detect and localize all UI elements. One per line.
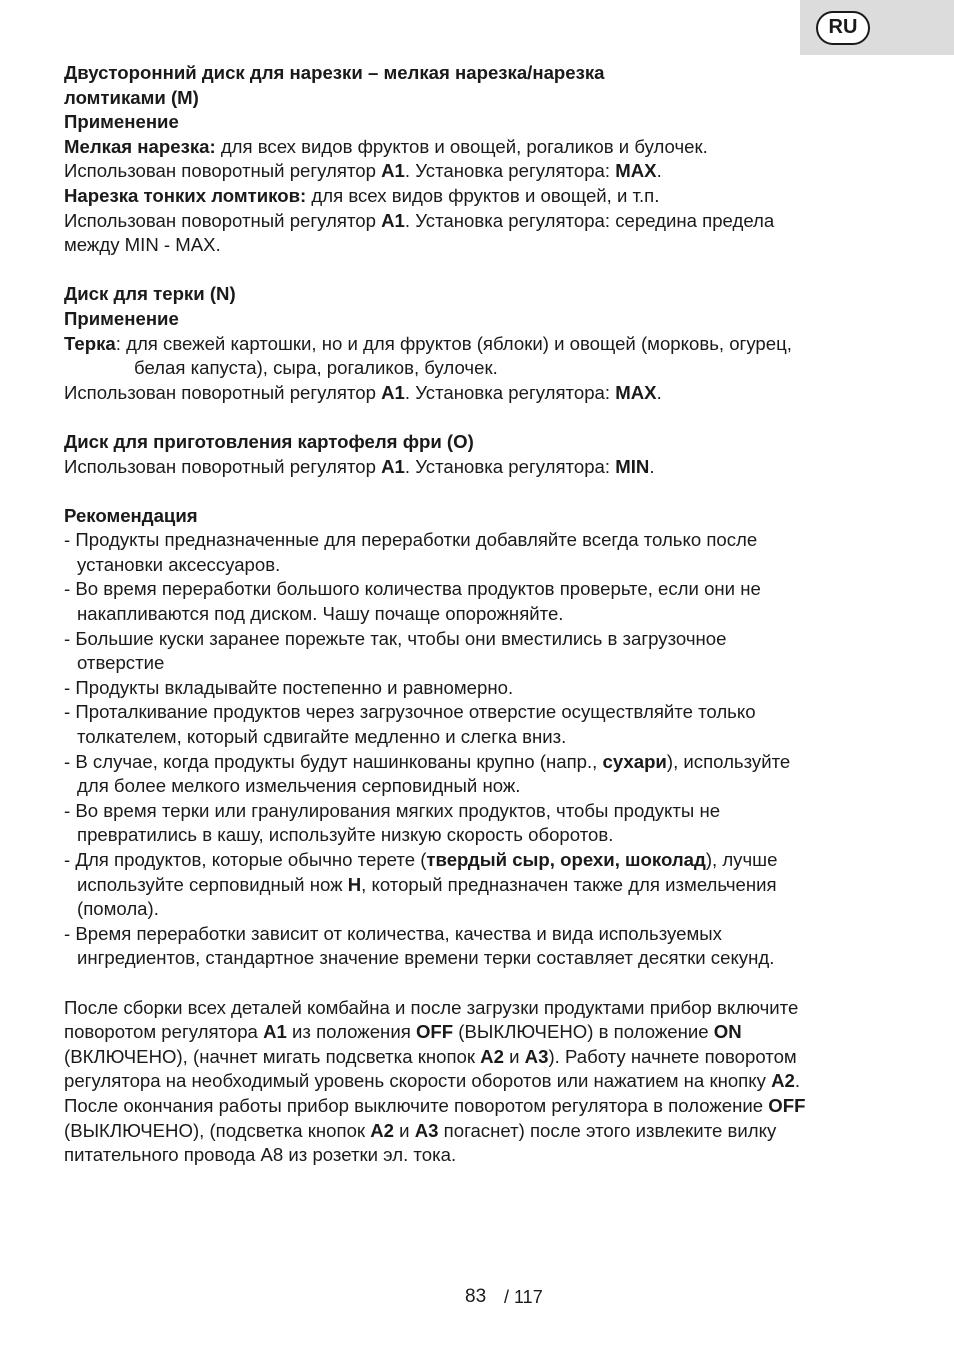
usage-heading: Применение [64,307,179,329]
section-title: Диск для приготовления картофеля фри (О) [64,430,474,452]
section-disk-n [64,282,894,405]
section-disk-m [64,61,894,258]
list-item: - Во время терки или гранулирования мягких продуктов, чтобы продукты не превратились в кашу, используйте низкую скорость оборотов. [64,799,721,846]
list-item: - Проталкивание продуктов через загрузочное отверстие осуществляйте только толкателем, который сдвигайте медленно и слегка вниз. [64,701,756,748]
paragraph: Использован поворотный регулятор A1. Установка регулятора: середина предела [64,209,775,231]
paragraph: Терка: для свежей картошки, но и для фруктов (яблоки) и овощей (морковь, огурец, [64,332,792,354]
paragraph: Использован поворотный регулятор A1. Установка регулятора: MAX. [64,160,662,182]
paragraph: Использован поворотный регулятор A1. Установка регулятора: MIN. [64,455,655,477]
language-badge: RU [816,11,870,45]
section-final-instructions: После сборки всех деталей комбайна и после загрузки продуктами прибор включите поворотом регулятора A1 из положения OFF (ВЫКЛЮЧЕНО) в положение ON (ВКЛЮЧЕНО), (начнет мигать подсветка кнопок A2 и A3). Работу начнете поворотом регулятора на необходимый уровень скорости оборотов или нажатием на кнопку A2. После окончания работы прибор выключите поворотом регулятора в положение OFF (ВЫКЛЮЧЕНО), (подсветка кнопок A2 и A3 погаснет) после этого извлеките вилку питательного провода А8 из розетки эл. тока. [64,996,806,1166]
paragraph: между MIN - MAX. [64,234,221,256]
section-disk-o [64,430,894,479]
list-item: - Во время переработки большого количества продуктов проверьте, если они не накапливаются под диском. Чашу почаще опорожняйте. [64,578,761,625]
paragraph: белая капуста), сыра, рогаликов, булочек. [134,357,498,379]
section-title: Рекомендация [64,504,198,526]
list-item: - Продукты вкладывайте постепенно и равномерно. [64,676,514,698]
list-item: - Продукты предназначенные для переработки добавляйте всегда только после установки аксессуаров. [64,529,758,575]
list-item: - Время переработки зависит от количества, качества и вида используемых ингредиентов, стандартное значение времени терки составляет десятки секунд. [64,922,775,969]
paragraph: Нарезка тонких ломтиков: для всех видов фруктов и овощей, и т.п. [64,184,660,206]
paragraph: Использован поворотный регулятор A1. Установка регулятора: MAX. [64,381,662,403]
section-title: Диск для терки (N) [64,283,236,305]
list-item: - В случае, когда продукты будут нашинкованы крупно (напр., сухари), используйте для более мелкого измельчения серповидный нож. [64,750,791,797]
list-item: - Для продуктов, которые обычно терете (твердый сыр, орехи, шоколад), лучше используйте серповидный нож H, который предназначен также для измельчения (помола). [64,849,778,920]
paragraph: Мелкая нарезка: для всех видов фруктов и овощей, рогаликов и булочек. [64,135,708,157]
list-item: - Большие куски заранее порежьте так, чтобы они вместились в загрузочное отверстие [64,627,727,674]
page-number: 83 [465,1286,487,1307]
page-total: / 117 [504,1287,543,1307]
document-body [64,61,894,1168]
language-tab [800,0,954,55]
usage-heading: Применение [64,111,179,133]
section-recommendations [64,504,894,971]
section-title: Двусторонний диск для нарезки – мелкая нарезка/нарезка [64,62,605,83]
section-title: ломтиками (М) [64,86,199,108]
